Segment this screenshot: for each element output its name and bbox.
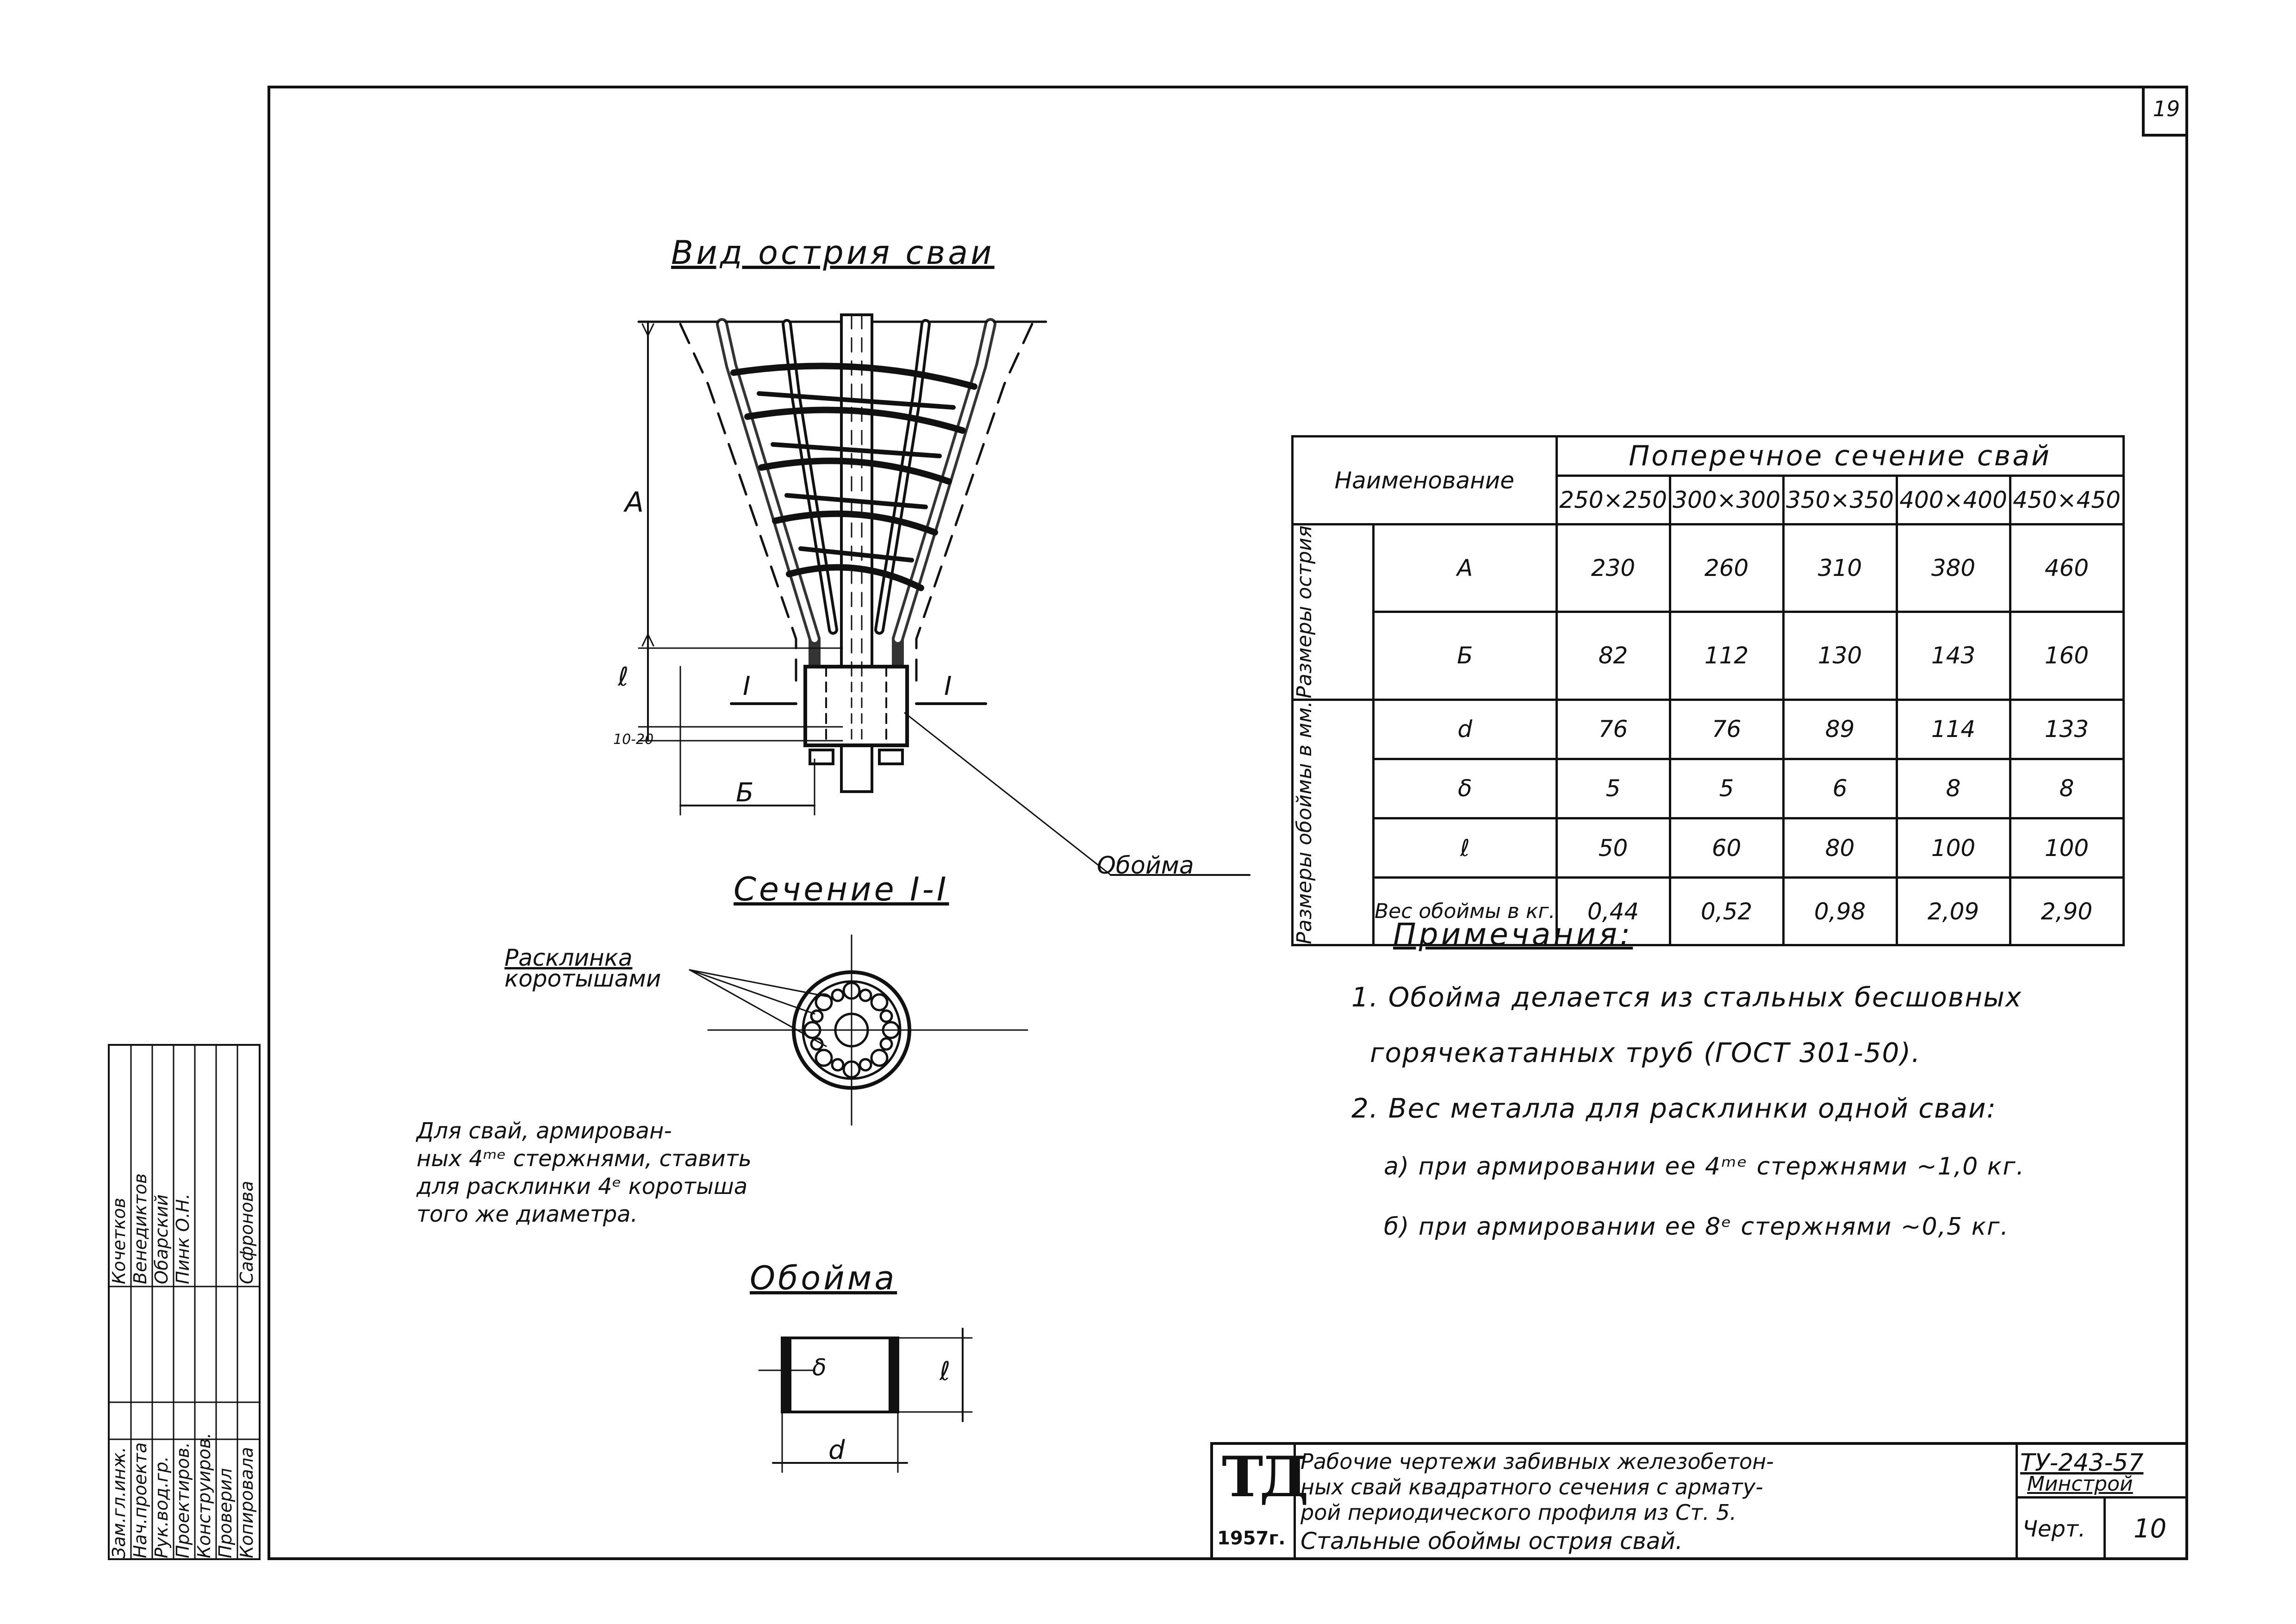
sheet-number: 19 [2142,86,2188,137]
table-cell: 60 [1670,818,1783,878]
section-note-2: ных 4ᵐᵉ стержнями, ставить [417,1146,752,1172]
stamp-role: Конструиров. [194,1432,214,1558]
title-desc-line: Рабочие чертежи забивных железобетон- [1300,1449,1774,1474]
table-cell: 0,44 [1556,878,1670,945]
group-clip-label: Размеры обоймы в мм. [1293,700,1316,944]
table-col-header: 400×400 [1897,476,2010,525]
table-cell: 114 [1897,700,2010,759]
row-label: δ [1374,759,1557,818]
approval-names [110,1046,259,1284]
sheet-divider [2103,1496,2106,1560]
sheet-label: Черт. [2022,1516,2086,1542]
note-line: горячекатанных труб (ГОСТ 301-50). [1370,1037,1921,1068]
title-desc-line: рой периодического профиля из Ст. 5. [1300,1500,1737,1525]
notes-heading: Примечания: [1393,917,1633,952]
table-cell: 133 [2010,700,2123,759]
dim-l-label: ℓ [618,662,629,692]
title-view: Вид острия сваи [671,234,995,272]
tu-code: ТУ-243-57 [2020,1449,2144,1477]
table-cell: 8 [2010,759,2123,818]
title-clip: Обойма [750,1259,897,1297]
dim-l-clip-label: ℓ [940,1356,951,1387]
note-line: 2. Вес металла для расклинки одной сваи: [1351,1093,1997,1124]
code-divider [2016,1496,2188,1499]
table-cell: 143 [1897,612,2010,700]
row-label: Б [1374,612,1557,700]
stamp-name: Сафронова [236,1181,257,1284]
stamp-name: Кочетков [109,1198,129,1284]
pile-tip-drawing [555,259,1296,1555]
table-cell: 0,52 [1670,878,1783,945]
sheet-no: 10 [2134,1514,2167,1544]
stamp-name: Пинк О.Н. [173,1193,193,1284]
table-cell: 460 [2010,525,2123,612]
table-cell: 0,98 [1783,878,1897,945]
table-cell: 160 [2010,612,2123,700]
table-cell: 260 [1670,525,1783,612]
stamp-role: Зам.гл.инж. [109,1447,129,1558]
note-line: 1. Обойма делается из стальных бесшовных [1351,981,2022,1013]
table-cell: 82 [1556,612,1670,700]
group-tip-label: Размеры острия [1293,525,1316,699]
table-cell: 50 [1556,818,1670,878]
table-cell: 8 [1897,759,2010,818]
dim-B-label: Б [736,778,754,808]
table-col-header: 450×450 [2010,476,2123,525]
callout-wedge-2: коротышами [504,965,661,992]
dim-d-label: d [828,1435,845,1465]
table-cell: 76 [1556,700,1670,759]
callout-clip: Обойма [1097,852,1194,880]
table-section-header: Поперечное сечение свай [1556,437,2123,476]
section-note-3: для расклинки 4ᵉ коротыша [417,1174,748,1199]
table-cell: 230 [1556,525,1670,612]
stamp-role: Проверил [215,1468,236,1558]
row-label: Вес обоймы в кг. [1374,878,1557,945]
table-cell: 6 [1783,759,1897,818]
stamp-role: Рук.вод.гр. [151,1456,172,1558]
table-cell: 310 [1783,525,1897,612]
dim-delta-label: δ [812,1354,827,1381]
table-cell: 130 [1783,612,1897,700]
section-mark-left: I [743,671,751,701]
title-section: Сечение I-I [734,870,949,908]
org-name: Минстрой [2027,1472,2133,1496]
stamp-name: Обарский [151,1194,172,1284]
row-label: d [1374,700,1557,759]
logo-td: ТД [1222,1444,1305,1510]
dimensions-table [1291,435,2125,946]
title-desc-line: Стальные обоймы острия свай. [1300,1528,1683,1555]
dim-1020-label: 10-20 [613,731,654,748]
callout-wedge-1: Расклинка [504,944,633,971]
title-desc-line: ных свай квадратного сечения с армату- [1300,1474,1763,1499]
section-mark-right: I [944,671,952,701]
section-note-1: Для свай, армирован- [417,1118,672,1144]
table-col-header: 250×250 [1556,476,1670,525]
table-col-header: 350×350 [1783,476,1897,525]
note-line: б) при армировании ее 8ᵉ стержнями ~0,5 кг. [1384,1213,2009,1241]
table-cell: 5 [1556,759,1670,818]
table-cell: 80 [1783,818,1897,878]
approval-roles [110,1289,259,1558]
stamp-role: Копировала [236,1447,257,1558]
row-label: ℓ [1374,818,1557,878]
stamp-name [195,1046,216,1284]
logo-year: 1957г. [1217,1528,1286,1549]
table-col-header: 300×300 [1670,476,1783,525]
section-note-4: того же диаметра. [417,1201,638,1227]
note-line: а) при армировании ее 4ᵐᵉ стержнями ~1,0 кг. [1384,1153,2025,1181]
table-cell: 100 [1897,818,2010,878]
stamp-name: Венедиктов [130,1173,150,1284]
table-cell: 2,09 [1897,878,2010,945]
table-cell: 100 [2010,818,2123,878]
table-cell: 5 [1670,759,1783,818]
table-cell: 380 [1897,525,2010,612]
table-cell: 112 [1670,612,1783,700]
table-name-header: Наименование [1293,437,1557,525]
table-cell: 76 [1670,700,1783,759]
stamp-role: Нач.проекта [130,1442,150,1558]
stamp-name [216,1046,237,1284]
stamp-role: Проектиров. [173,1442,193,1558]
table-cell: 89 [1783,700,1897,759]
table-cell: 2,90 [2010,878,2123,945]
approval-stamp [108,1044,261,1560]
row-label: A [1374,525,1557,612]
dim-A-label: A [625,486,644,518]
